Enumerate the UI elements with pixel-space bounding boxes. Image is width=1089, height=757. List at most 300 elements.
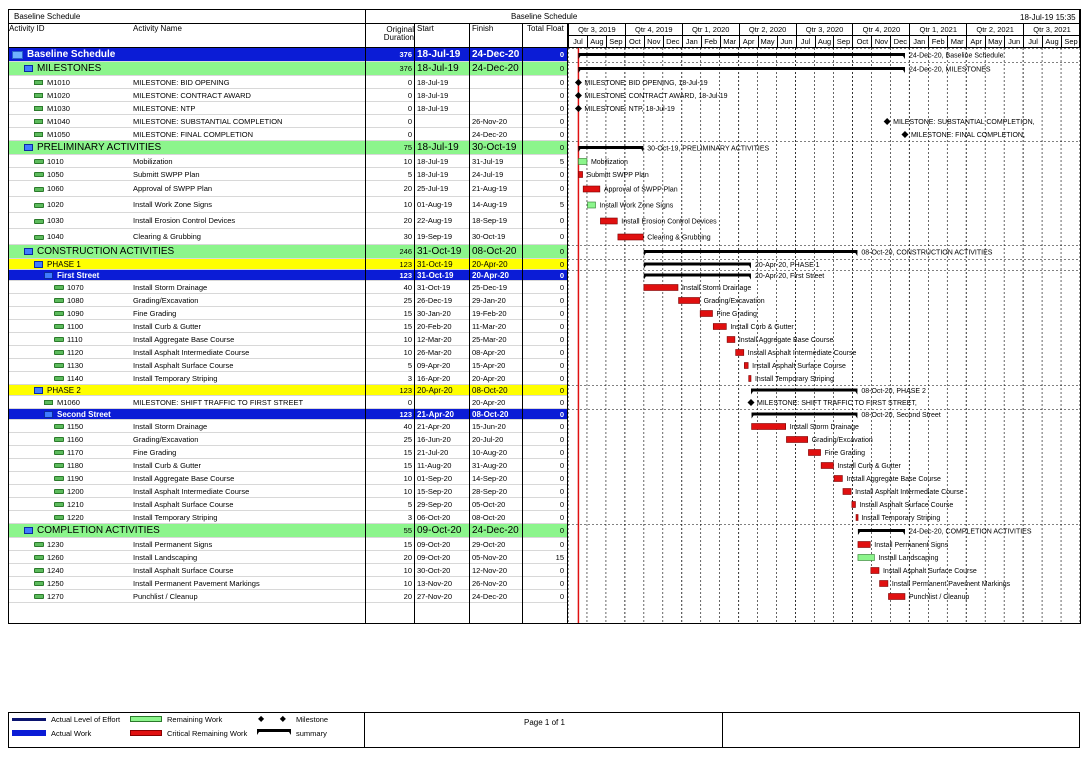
bar-label: Install Temporary Striping — [861, 515, 941, 522]
wbs-icon — [44, 411, 53, 418]
month-label: Jul — [568, 36, 587, 48]
critical-bar — [583, 186, 600, 192]
total-float: 0 — [559, 348, 564, 357]
table-row[interactable] — [8, 459, 568, 472]
legend-remaining-swatch — [130, 716, 162, 722]
quarter-label: Qtr 4, 2020 — [852, 24, 909, 36]
total-float: 0 — [559, 513, 564, 522]
task-icon — [54, 298, 64, 303]
bar-label: Install Curb & Gutter — [837, 463, 901, 470]
activity-id: 1160 — [67, 435, 84, 444]
finish-date: 24-Dec-20 — [472, 49, 520, 60]
original-duration: 30 — [403, 232, 412, 241]
activity-id: 1250 — [47, 579, 64, 588]
remaining-bar — [588, 202, 596, 208]
table-row[interactable] — [8, 141, 568, 155]
milestone-marker — [575, 105, 582, 112]
table-row[interactable] — [8, 245, 568, 259]
task-icon — [34, 187, 44, 192]
start-date: 18-Jul-19 — [417, 63, 459, 74]
table-row[interactable] — [8, 270, 568, 281]
activity-id: 1200 — [67, 487, 84, 496]
table-row[interactable] — [8, 409, 568, 420]
bar-label: Install Storm Drainage — [789, 424, 859, 431]
legend-critical-swatch — [130, 730, 162, 736]
finish-date: 24-Dec-20 — [472, 63, 519, 74]
activity-name: Install Asphalt Surface Course — [133, 500, 234, 509]
task-icon — [34, 235, 44, 240]
finish-date: 05-Nov-20 — [472, 553, 508, 562]
original-duration: 5 — [407, 361, 412, 370]
bar-label: Install Work Zone Signs — [599, 202, 674, 210]
table-row[interactable] — [8, 524, 568, 538]
critical-bar — [858, 542, 870, 548]
legend-critical-remaining: Critical Remaining Work — [167, 729, 248, 738]
start-date: 19-Sep-19 — [417, 232, 453, 241]
table-row[interactable] — [8, 197, 568, 213]
critical-bar — [752, 424, 786, 430]
header-left-title: Baseline Schedule — [14, 12, 81, 21]
legend-actual-work: Actual Work — [51, 729, 92, 738]
col-header-original-duration[interactable]: Original Duration — [383, 26, 414, 42]
original-duration: 10 — [403, 579, 412, 588]
table-row[interactable] — [8, 62, 568, 76]
month-label: Sep — [606, 36, 625, 48]
bar-label: Grading/Excavation — [703, 298, 765, 305]
critical-bar — [749, 376, 751, 382]
month-label: Aug — [1042, 36, 1061, 48]
start-date: 21-Apr-20 — [417, 410, 454, 419]
table-row[interactable] — [8, 259, 568, 270]
summary-bar — [752, 413, 858, 416]
activity-id: PRELIMINARY ACTIVITIES — [37, 142, 162, 153]
table-row[interactable] — [8, 102, 568, 115]
finish-date: 24-Dec-20 — [472, 592, 508, 601]
table-row[interactable] — [8, 115, 568, 128]
bar-label: Submitt SWPP Plan — [586, 172, 649, 179]
activity-id: 1170 — [67, 448, 84, 457]
start-date: 20-Apr-20 — [417, 386, 453, 395]
original-duration: 55 — [403, 526, 412, 535]
start-date: 31-Oct-19 — [417, 271, 454, 280]
table-row[interactable] — [8, 76, 568, 89]
month-label: Jun — [777, 36, 796, 48]
bar-label: Mobilization — [590, 159, 628, 166]
activity-name: Fine Grading — [133, 309, 177, 318]
start-date: 16-Apr-20 — [417, 374, 451, 383]
table-row[interactable] — [8, 590, 568, 603]
activity-id: M1040 — [47, 117, 70, 126]
original-duration: 10 — [403, 348, 412, 357]
activity-id: 1020 — [47, 200, 64, 209]
table-row[interactable] — [8, 281, 568, 294]
start-date: 18-Jul-19 — [417, 78, 449, 87]
total-float: 0 — [559, 335, 564, 344]
total-float: 0 — [559, 410, 564, 419]
original-duration: 123 — [399, 271, 412, 280]
total-float: 0 — [559, 361, 564, 370]
bar-label: Clearing & Grubbing — [647, 234, 711, 242]
task-icon — [54, 437, 64, 442]
bar-label: Grading/Excavation — [811, 437, 873, 444]
activity-name: MILESTONE: CONTRACT AWARD — [133, 91, 251, 100]
quarter-label: Qtr 3, 2019 — [568, 24, 625, 36]
month-label: Nov — [871, 36, 890, 48]
quarter-label: Qtr 3, 2021 — [1023, 24, 1080, 36]
task-icon — [34, 203, 44, 208]
critical-bar — [713, 324, 726, 330]
start-date: 09-Oct-20 — [417, 525, 462, 536]
activity-id: 1030 — [47, 216, 64, 225]
table-row[interactable] — [8, 564, 568, 577]
total-float: 0 — [559, 104, 564, 113]
total-float: 0 — [559, 592, 564, 601]
finish-date: 24-Dec-20 — [472, 525, 519, 536]
quarter-label: Qtr 2, 2020 — [739, 24, 796, 36]
wbs-icon — [24, 144, 33, 151]
original-duration: 376 — [399, 50, 412, 59]
total-float: 0 — [559, 50, 564, 59]
col-header-finish[interactable]: Finish — [472, 24, 494, 33]
wbs-icon — [34, 387, 43, 394]
month-label: Mar — [947, 36, 966, 48]
table-row[interactable] — [8, 181, 568, 197]
start-date: 18-Jul-19 — [417, 170, 449, 179]
table-row[interactable] — [8, 333, 568, 346]
finish-date: 18-Sep-19 — [472, 216, 508, 225]
bar-label: Install Asphalt Intermediate Course — [855, 489, 964, 496]
table-row[interactable] — [8, 396, 568, 409]
month-label: Sep — [1061, 36, 1080, 48]
wbs-icon — [44, 272, 53, 279]
total-float: 0 — [559, 232, 564, 241]
table-row[interactable] — [8, 346, 568, 359]
finish-date: 29-Oct-20 — [472, 540, 506, 549]
bar-label: 20-Apr-20, First Street — [754, 273, 825, 280]
timeline-header — [568, 24, 1080, 48]
task-icon — [54, 463, 64, 468]
original-duration: 15 — [403, 461, 412, 470]
critical-bar — [644, 285, 678, 291]
start-date: 16-Jun-20 — [417, 435, 451, 444]
total-float: 0 — [559, 64, 564, 73]
table-row[interactable] — [8, 446, 568, 459]
table-row[interactable] — [8, 320, 568, 333]
table-row[interactable] — [8, 538, 568, 551]
table-row[interactable] — [8, 433, 568, 446]
finish-date: 25-Dec-19 — [472, 283, 508, 292]
month-label: Sep — [833, 36, 852, 48]
activity-id: 1060 — [47, 184, 64, 193]
table-row[interactable] — [8, 307, 568, 320]
activity-id: M1060 — [57, 398, 80, 407]
table-row[interactable] — [8, 155, 568, 168]
wbs-icon — [24, 527, 33, 534]
finish-date: 08-Oct-20 — [472, 246, 517, 257]
task-icon — [54, 285, 64, 290]
finish-date: 05-Oct-20 — [472, 500, 506, 509]
total-float: 0 — [559, 398, 564, 407]
critical-bar — [700, 311, 712, 317]
bar-label: Fine Grading — [824, 450, 866, 457]
milestone-icon — [34, 132, 43, 137]
finish-date: 31-Jul-19 — [472, 157, 504, 166]
start-date: 18-Jul-19 — [417, 104, 449, 113]
month-label: Feb — [701, 36, 720, 48]
total-float: 0 — [559, 130, 564, 139]
table-row[interactable] — [8, 89, 568, 102]
finish-date: 29-Jan-20 — [472, 296, 506, 305]
task-icon — [54, 311, 64, 316]
total-float: 0 — [559, 296, 564, 305]
quarter-label: Qtr 1, 2021 — [909, 24, 966, 36]
month-label: Aug — [587, 36, 606, 48]
bar-label: MILESTONE: FINAL COMPLETION, — [910, 132, 1025, 139]
table-row[interactable] — [8, 385, 568, 396]
month-label: Mar — [720, 36, 739, 48]
total-float: 0 — [559, 78, 564, 87]
activity-name: Grading/Excavation — [133, 435, 199, 444]
bar-label: 20-Apr-20, PHASE 1 — [754, 262, 820, 269]
bar-label: Install Curb & Gutter — [730, 324, 794, 331]
original-duration: 0 — [407, 398, 412, 407]
table-row[interactable] — [8, 359, 568, 372]
finish-date: 26-Nov-20 — [472, 579, 508, 588]
table-row[interactable] — [8, 128, 568, 141]
original-duration: 0 — [407, 117, 412, 126]
month-label: Oct — [852, 36, 871, 48]
summary-bar — [858, 529, 905, 532]
task-icon — [54, 502, 64, 507]
critical-bar — [871, 568, 879, 574]
header-center-title: Baseline Schedule — [511, 12, 578, 21]
bar-label: Install Temporary Striping — [754, 376, 834, 383]
activity-name: Install Temporary Striping — [133, 513, 218, 522]
wbs-icon — [34, 261, 43, 268]
activity-name: Install Asphalt Surface Course — [133, 566, 234, 575]
table-row[interactable] — [8, 472, 568, 485]
month-label: May — [985, 36, 1004, 48]
col-header-total-float[interactable]: Total Float — [527, 24, 564, 33]
task-icon — [54, 450, 64, 455]
bar-label: 24-Dec-20, Baseline Schedule — [908, 52, 1004, 60]
bar-label: 08-Oct-20, CONSTRUCTION ACTIVITIES — [861, 249, 993, 257]
original-duration: 0 — [407, 78, 412, 87]
activity-name: Install Permanent Signs — [133, 540, 213, 549]
table-row[interactable] — [8, 372, 568, 385]
bar-label: MILESTONE: SUBSTANTIAL COMPLETION, — [893, 119, 1035, 126]
critical-bar — [578, 172, 582, 178]
activity-name: Clearing & Grubbing — [133, 232, 201, 241]
activity-name: Install Curb & Gutter — [133, 322, 201, 331]
bar-label: Install Aggregate Base Course — [846, 476, 941, 483]
activity-name: Install Aggregate Base Course — [133, 335, 235, 344]
task-icon — [34, 568, 44, 573]
table-row[interactable] — [8, 168, 568, 181]
task-icon — [54, 363, 64, 368]
bar-label: MILESTONE: NTP, 18-Jul-19 — [584, 106, 675, 113]
critical-bar — [600, 218, 617, 224]
table-row[interactable] — [8, 48, 568, 62]
original-duration: 15 — [403, 448, 412, 457]
summary-bar — [578, 67, 905, 70]
finish-date: 26-Nov-20 — [472, 117, 508, 126]
milestone-marker — [575, 79, 582, 86]
table-row[interactable] — [8, 229, 568, 245]
finish-date: 08-Oct-20 — [472, 513, 506, 522]
bar-label: Install Asphalt Surface Course — [882, 568, 977, 575]
table-row[interactable] — [8, 577, 568, 590]
start-date: 31-Oct-19 — [417, 283, 451, 292]
month-label: Jan — [682, 36, 701, 48]
month-label: Oct — [625, 36, 644, 48]
original-duration: 3 — [407, 374, 412, 383]
month-label: Dec — [663, 36, 682, 48]
original-duration: 10 — [403, 157, 412, 166]
total-float: 15 — [555, 553, 564, 562]
summary-bar — [578, 146, 643, 149]
month-label: Jul — [796, 36, 815, 48]
total-float: 0 — [559, 579, 564, 588]
milestone-marker — [884, 118, 891, 125]
activity-id: 1120 — [67, 348, 84, 357]
bar-label: 30-Oct-19, PRELIMINARY ACTIVITIES — [647, 145, 770, 153]
milestone-marker — [901, 131, 908, 138]
bar-label: MILESTONE: SHIFT TRAFFIC TO FIRST STREET, — [756, 400, 917, 407]
finish-date: 08-Oct-20 — [472, 410, 509, 419]
milestone-marker — [575, 92, 582, 99]
gantt-chart — [568, 48, 1080, 623]
start-date: 20-Feb-20 — [417, 322, 452, 331]
wbs-icon — [24, 65, 33, 72]
legend-milestone: Milestone — [296, 715, 329, 724]
bar-label: Approval of SWPP Plan — [603, 186, 678, 194]
task-icon — [34, 542, 44, 547]
task-icon — [54, 337, 64, 342]
total-float: 0 — [559, 216, 564, 225]
quarter-label: Qtr 1, 2020 — [682, 24, 739, 36]
start-date: 13-Nov-20 — [417, 579, 453, 588]
critical-bar — [856, 515, 858, 521]
critical-bar — [618, 234, 643, 240]
task-icon — [54, 515, 64, 520]
original-duration: 0 — [407, 104, 412, 113]
original-duration: 15 — [403, 322, 412, 331]
bar-label: Fine Grading — [716, 311, 757, 318]
activity-name: MILESTONE: SHIFT TRAFFIC TO FIRST STREET — [133, 398, 304, 407]
finish-date: 30-Oct-19 — [472, 232, 506, 241]
activity-id: M1030 — [47, 104, 70, 113]
total-float: 0 — [559, 386, 564, 395]
start-date: 21-Apr-20 — [417, 422, 451, 431]
activity-name: Install Storm Drainage — [133, 422, 208, 431]
month-label: Jun — [1004, 36, 1023, 48]
activity-name: Install Asphalt Intermediate Course — [133, 487, 250, 496]
activity-name: Install Work Zone Signs — [133, 200, 213, 209]
original-duration: 5 — [407, 170, 412, 179]
task-icon — [54, 489, 64, 494]
critical-bar — [852, 502, 856, 508]
finish-date: 12-Nov-20 — [472, 566, 508, 575]
start-date: 21-Jul-20 — [417, 448, 449, 457]
bar-label: MILESTONE: CONTRACT AWARD, 18-Jul-19 — [584, 93, 728, 100]
start-date: 29-Sep-20 — [417, 500, 453, 509]
summary-bar — [644, 274, 751, 277]
summary-bar — [751, 389, 857, 392]
summary-bar — [644, 263, 751, 266]
legend-actual-loe-swatch — [12, 718, 46, 721]
bar-label: 08-Oct-20, Second Street — [861, 412, 941, 419]
table-row[interactable] — [8, 551, 568, 564]
start-date: 25-Jul-19 — [417, 184, 449, 193]
activity-name: Approval of SWPP Plan — [133, 184, 213, 193]
quarter-label: Qtr 2, 2021 — [966, 24, 1023, 36]
milestone-icon — [34, 106, 43, 111]
total-float: 0 — [559, 487, 564, 496]
table-row[interactable] — [8, 485, 568, 498]
bar-label: Install Asphalt Surface Course — [859, 502, 954, 509]
activity-id: 1240 — [47, 566, 64, 575]
task-icon — [34, 172, 44, 177]
table-row[interactable] — [8, 420, 568, 433]
activity-id: Baseline Schedule — [27, 49, 116, 60]
critical-bar — [821, 463, 833, 469]
finish-date: 15-Jun-20 — [472, 422, 506, 431]
legend-summary: summary — [296, 729, 327, 738]
total-float: 0 — [559, 117, 564, 126]
table-row[interactable] — [8, 511, 568, 524]
activity-name: MILESTONE: NTP — [133, 104, 196, 113]
activity-id: 1150 — [67, 422, 84, 431]
activity-name: Grading/Excavation — [133, 296, 199, 305]
col-header-activity-id[interactable]: Activity ID — [9, 24, 45, 33]
critical-bar — [679, 298, 700, 304]
activity-name: Install Landscaping — [133, 553, 198, 562]
legend-summary-swatch — [256, 727, 292, 737]
activity-id: 1210 — [67, 500, 84, 509]
finish-date: 25-Mar-20 — [472, 335, 507, 344]
start-date: 26-Mar-20 — [417, 348, 452, 357]
critical-bar — [727, 337, 735, 343]
legend-actual-loe: Actual Level of Effort — [51, 715, 121, 724]
start-date: 11-Aug-20 — [417, 461, 452, 470]
table-row[interactable] — [8, 213, 568, 229]
activity-id: M1010 — [47, 78, 70, 87]
critical-bar — [880, 581, 888, 587]
activity-id: 1100 — [67, 322, 84, 331]
activity-name: Install Aggregate Base Course — [133, 474, 235, 483]
summary-bar — [578, 53, 905, 56]
finish-date: 24-Jul-19 — [472, 170, 504, 179]
finish-date: 19-Feb-20 — [472, 309, 507, 318]
bar-label: MILESTONE: BID OPENING, 18-Jul-19 — [584, 80, 708, 87]
table-row[interactable] — [8, 498, 568, 511]
critical-bar — [888, 594, 904, 600]
quarter-label: Qtr 3, 2020 — [796, 24, 853, 36]
start-date: 09-Oct-20 — [417, 553, 451, 562]
original-duration: 3 — [407, 513, 412, 522]
col-header-activity-name[interactable]: Activity Name — [133, 24, 182, 33]
total-float: 0 — [559, 322, 564, 331]
task-icon — [54, 324, 64, 329]
table-row[interactable] — [8, 294, 568, 307]
activity-id: First Street — [57, 271, 100, 280]
total-float: 0 — [559, 91, 564, 100]
total-float: 0 — [559, 309, 564, 318]
col-header-start[interactable]: Start — [417, 24, 434, 33]
original-duration: 20 — [403, 592, 412, 601]
activity-name: MILESTONE: FINAL COMPLETION — [133, 130, 254, 139]
